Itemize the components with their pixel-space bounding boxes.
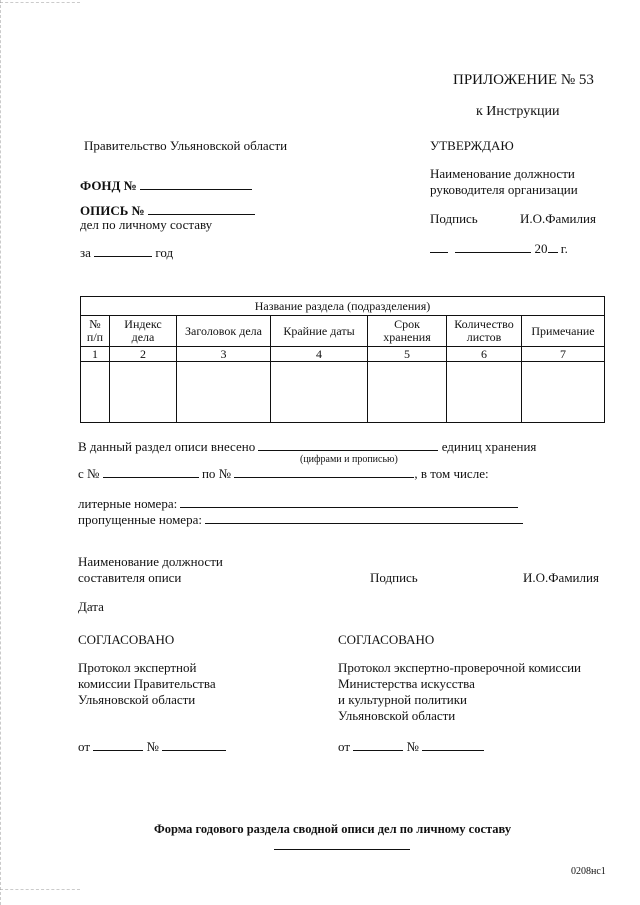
agreed-right-from: от (338, 739, 351, 754)
agreed-left-number: № (146, 739, 159, 754)
table-cell[interactable] (447, 362, 522, 423)
section-title-cell: Название раздела (подразделения) (81, 297, 605, 316)
column-header: Количество листов (447, 316, 522, 347)
column-header: № п/п (81, 316, 110, 347)
compiler-name: И.О.Фамилия (523, 570, 599, 585)
agreed-right-number: № (406, 739, 419, 754)
agreed-right-line2: Министерства искусства (338, 676, 475, 691)
document-code: 0208нс1 (571, 866, 606, 877)
from-label: с № (78, 466, 100, 481)
fond-number-field[interactable] (140, 177, 252, 190)
column-header: Крайние даты (271, 316, 368, 347)
approve-name: И.О.Фамилия (520, 211, 596, 226)
agreed-left-title: СОГЛАСОВАНО (78, 632, 175, 647)
approve-position-line1: Наименование должности (430, 166, 575, 181)
register-table (80, 296, 605, 423)
entered-suffix: единиц хранения (441, 439, 537, 454)
approve-month-field[interactable] (455, 240, 531, 253)
opis-number-field[interactable] (148, 202, 255, 215)
range-line (78, 465, 489, 482)
column-header: Индекс дела (110, 316, 177, 347)
entered-line (78, 438, 536, 455)
form-title-underline (274, 849, 410, 850)
compiler-position-line1: Наименование должности (78, 554, 223, 569)
missed-numbers-label: пропущенные номера: (78, 512, 202, 527)
column-number: 5 (368, 347, 447, 362)
approve-title: УТВЕРЖДАЮ (430, 138, 514, 153)
compiler-signature: Подпись (370, 570, 418, 585)
from-number-field[interactable] (103, 465, 199, 478)
column-number: 4 (271, 347, 368, 362)
form-title: Форма годового раздела сводной описи дел по личному составу (154, 822, 512, 836)
fond-label: ФОНД № (80, 178, 137, 193)
table-cell[interactable] (271, 362, 368, 423)
agreed-right-line1: Протокол экспертно-проверочной комиссии (338, 660, 582, 675)
agreed-left-from: от (78, 739, 91, 754)
appendix-subtitle: к Инструкции (476, 104, 560, 119)
scan-border-bottom (0, 889, 80, 891)
year-field[interactable] (94, 244, 152, 257)
column-header: Примечание (522, 316, 605, 347)
column-number: 6 (447, 347, 522, 362)
agreed-right-protocol (338, 660, 581, 724)
approve-day-field[interactable] (430, 240, 448, 253)
column-header: Срок хранения (368, 316, 447, 347)
to-label: по № (201, 466, 232, 481)
entered-count-field[interactable] (258, 438, 438, 451)
approve-position (430, 166, 578, 198)
year-prefix: за (80, 245, 91, 260)
approve-date-year: 20 (534, 241, 548, 256)
agreed-right-date-line (338, 738, 484, 755)
agreed-left-number-field[interactable] (162, 738, 226, 751)
scan-border-left (0, 0, 2, 905)
letter-numbers-field[interactable] (180, 495, 518, 508)
to-number-field[interactable] (234, 465, 414, 478)
approve-date-suffix: г. (560, 241, 568, 256)
compiler-position-line2: составителя описи (78, 570, 182, 585)
approve-position-line2: руководителя организации (430, 182, 578, 197)
column-number: 7 (522, 347, 605, 362)
approve-signature: Подпись (430, 211, 478, 226)
table-cell[interactable] (110, 362, 177, 423)
agreed-right-title: СОГЛАСОВАНО (338, 632, 435, 647)
letter-numbers-line (78, 495, 518, 512)
appendix-title: ПРИЛОЖЕНИЕ № 53 (453, 72, 594, 88)
agreed-left-protocol (78, 660, 216, 708)
compiler-date: Дата (78, 599, 104, 614)
approve-date-line (430, 240, 568, 257)
opis-label: ОПИСЬ № (80, 203, 145, 218)
missed-numbers-line (78, 511, 523, 528)
compiler-position (78, 554, 223, 586)
column-number: 3 (177, 347, 271, 362)
including-label: , в том числе: (414, 466, 489, 481)
column-number: 1 (81, 347, 110, 362)
agreed-left-date-field[interactable] (93, 738, 143, 751)
agreed-left-line1: Протокол экспертной (78, 660, 197, 675)
scan-border-top (0, 2, 80, 4)
agreed-left-line3: Ульяновской области (78, 692, 196, 707)
agreed-right-date-field[interactable] (353, 738, 403, 751)
column-number: 2 (110, 347, 177, 362)
agreed-right-line4: Ульяновской области (338, 708, 456, 723)
agreed-right-number-field[interactable] (422, 738, 484, 751)
table-cell[interactable] (177, 362, 271, 423)
agreed-left-line2: комиссии Правительства (78, 676, 216, 691)
entered-prefix: В данный раздел описи внесено (78, 439, 256, 454)
table-cell[interactable] (522, 362, 605, 423)
approve-year-field[interactable] (548, 240, 558, 253)
table-cell[interactable] (81, 362, 110, 423)
letter-numbers-label: литерные номера: (78, 496, 178, 511)
organization-name: Правительство Ульяновской области (84, 138, 288, 153)
agreed-left-date-line (78, 738, 226, 755)
column-header: Заголовок дела (177, 316, 271, 347)
agreed-right-line3: и культурной политики (338, 692, 468, 707)
table-cell[interactable] (368, 362, 447, 423)
missed-numbers-field[interactable] (205, 511, 523, 524)
fond-line (80, 177, 252, 194)
year-line (80, 244, 173, 261)
opis-description: дел по личному составу (80, 217, 213, 232)
entered-note: (цифрами и прописью) (300, 454, 398, 465)
year-suffix: год (155, 245, 174, 260)
